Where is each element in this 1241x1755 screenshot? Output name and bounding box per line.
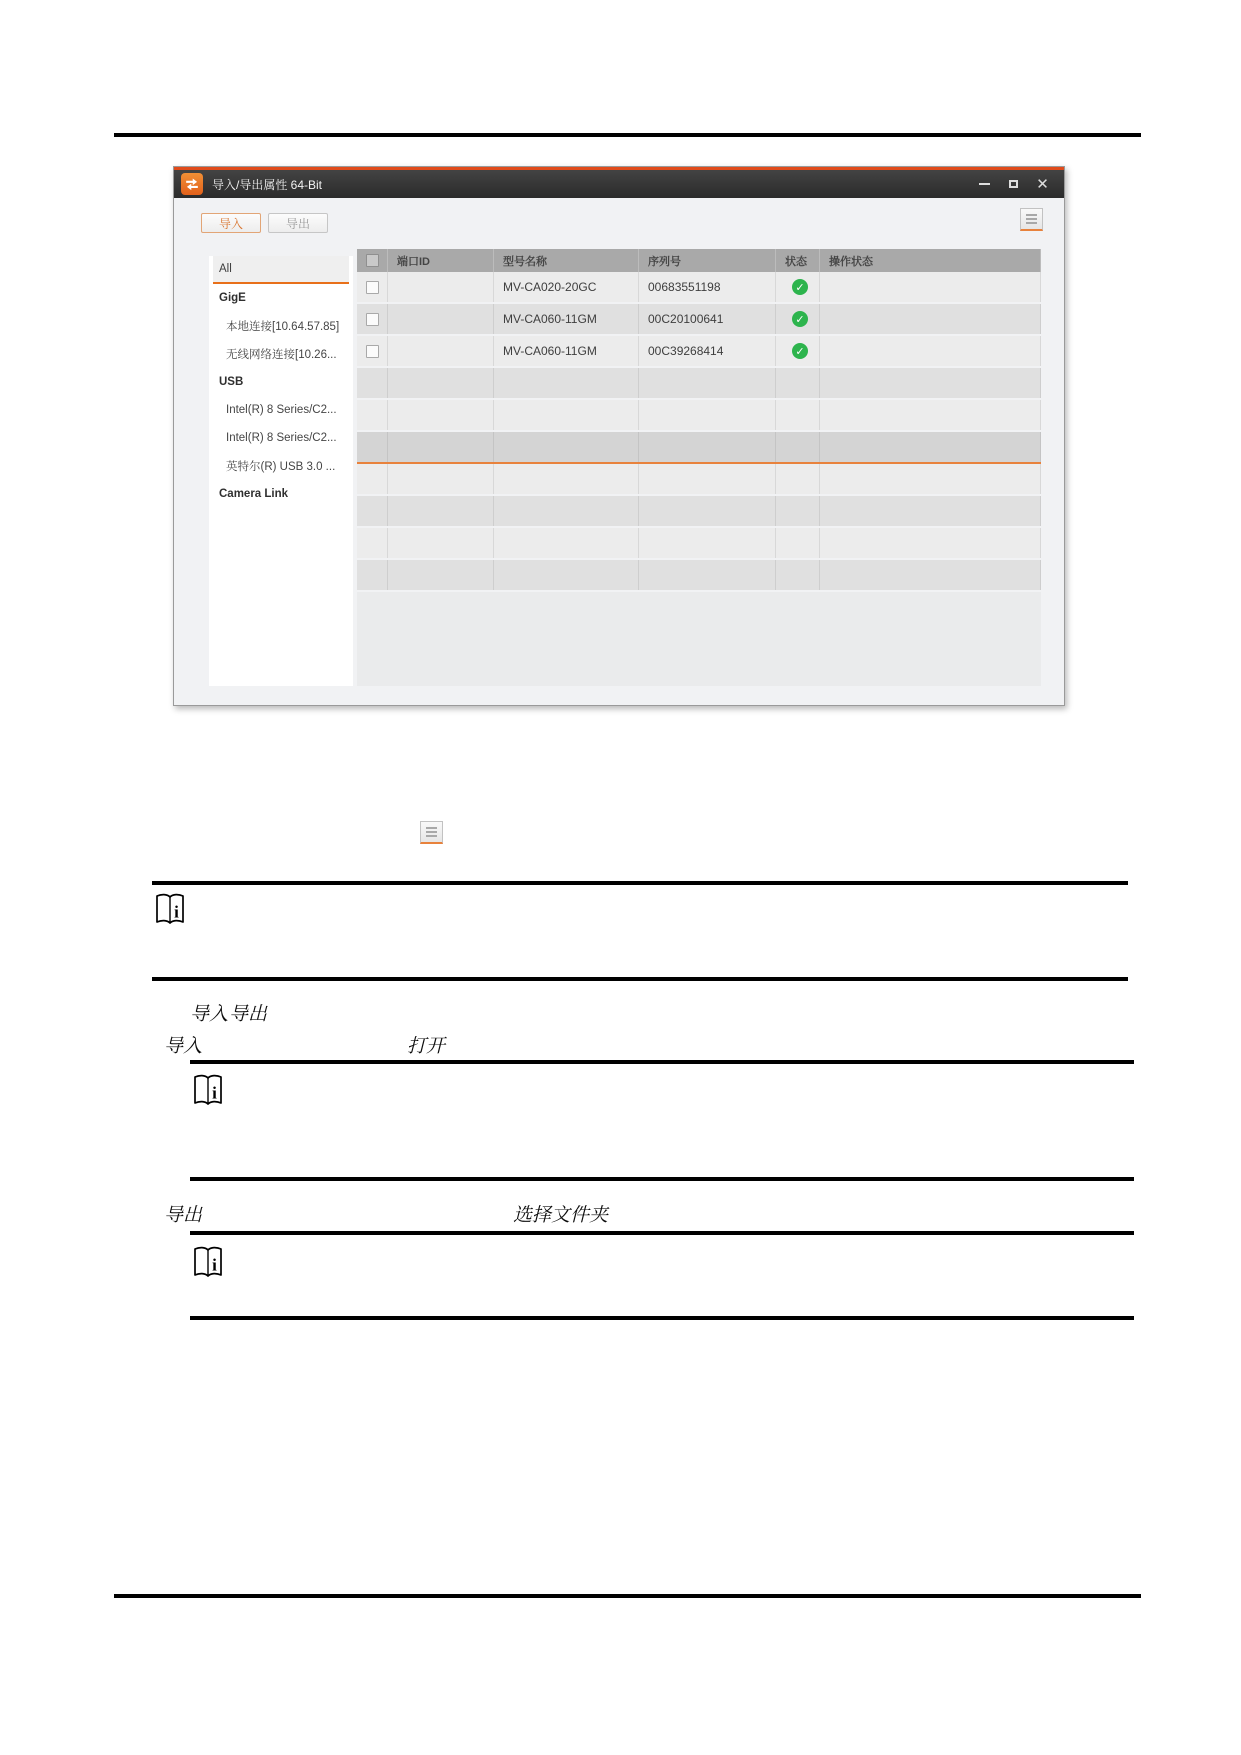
doc-step-import-keyword: 导入 [164, 1036, 203, 1057]
device-row[interactable] [357, 304, 1041, 334]
table-cell [388, 432, 494, 462]
table-cell [357, 272, 388, 302]
table-cell [639, 560, 776, 590]
close-icon[interactable]: ✕ [1036, 175, 1049, 193]
note-rule [190, 1231, 1134, 1235]
open-book-info-icon [189, 1243, 227, 1281]
serial-number-cell: 00683551198 [639, 272, 776, 302]
window-controls [970, 173, 1057, 195]
column-header[interactable]: 型号名称 [494, 249, 639, 272]
note-rule [190, 1316, 1134, 1320]
table-cell [357, 560, 388, 590]
export-button[interactable]: 导出 [268, 213, 328, 233]
import-button[interactable]: 导入 [201, 213, 261, 233]
table-cell [357, 464, 388, 494]
sidebar-item-1[interactable]: All [213, 256, 349, 284]
table-cell [494, 496, 639, 526]
row-checkbox[interactable] [366, 313, 379, 326]
table-cell [820, 496, 1041, 526]
table-cell [494, 368, 639, 398]
table-cell [388, 304, 494, 334]
empty-row[interactable] [357, 528, 1041, 558]
device-table [357, 249, 1041, 592]
import-export-window [173, 166, 1065, 706]
table-cell [388, 272, 494, 302]
table-cell [776, 432, 820, 462]
list-menu-icon[interactable] [1020, 208, 1043, 231]
row-checkbox[interactable] [366, 281, 379, 294]
model-name-cell: MV-CA060-11GM [494, 304, 639, 334]
sidebar-item-6[interactable]: Intel(R) 8 Series/C2... [226, 404, 337, 416]
empty-row[interactable] [357, 560, 1041, 590]
open-book-info-icon [151, 890, 189, 928]
table-cell [639, 400, 776, 430]
table-cell [357, 528, 388, 558]
table-cell [820, 336, 1041, 366]
table-cell [494, 400, 639, 430]
checkbox-icon [366, 254, 379, 267]
table-cell [776, 272, 820, 302]
table-cell [388, 400, 494, 430]
page-bottom-rule [114, 1594, 1141, 1598]
sidebar-item-4[interactable]: 无线网络连接[10.26... [226, 349, 337, 361]
table-cell [639, 496, 776, 526]
table-cell [388, 368, 494, 398]
sidebar-item-7[interactable]: Intel(R) 8 Series/C2... [226, 432, 337, 444]
table-cell [494, 560, 639, 590]
table-cell [388, 528, 494, 558]
note-rule [190, 1177, 1134, 1181]
table-cell [820, 368, 1041, 398]
window-title: 导入/导出属性 64-Bit [212, 177, 323, 192]
table-header-row [357, 249, 1041, 272]
table-cell [776, 304, 820, 334]
column-header[interactable]: 序列号 [639, 249, 776, 272]
table-cell [776, 400, 820, 430]
doc-select-folder-label: 选择文件夹 [513, 1205, 609, 1226]
note-rule [152, 977, 1128, 981]
empty-row[interactable] [357, 432, 1041, 464]
table-cell [388, 560, 494, 590]
table-cell [639, 464, 776, 494]
serial-number-cell: 00C20100641 [639, 304, 776, 334]
check-circle-icon: ✓ [792, 311, 808, 327]
row-checkbox[interactable] [366, 345, 379, 358]
table-cell [357, 400, 388, 430]
table-cell [639, 368, 776, 398]
sidebar-item-5[interactable]: USB [219, 376, 244, 388]
table-cell [820, 528, 1041, 558]
model-name-cell: MV-CA020-20GC [494, 272, 639, 302]
table-cell [820, 560, 1041, 590]
minimize-icon[interactable] [970, 173, 999, 195]
table-cell [820, 432, 1041, 462]
device-row[interactable] [357, 272, 1041, 302]
table-cell [820, 464, 1041, 494]
table-cell [494, 528, 639, 558]
table-cell [388, 336, 494, 366]
table-cell [820, 304, 1041, 334]
table-cell [357, 304, 388, 334]
table-cell [357, 368, 388, 398]
table-cell [820, 400, 1041, 430]
open-book-info-icon [189, 1071, 227, 1109]
table-cell [494, 464, 639, 494]
doc-open-dialog-label: 打开 [407, 1036, 446, 1057]
svg-text:i: i [212, 1083, 217, 1103]
table-cell [639, 432, 776, 462]
table-cell [388, 496, 494, 526]
svg-text:i: i [174, 902, 179, 922]
table-cell [776, 336, 820, 366]
table-cell [357, 432, 388, 462]
empty-row[interactable] [357, 464, 1041, 494]
doc-import-keyword: 导入 [190, 1004, 229, 1025]
titlebar[interactable] [174, 170, 1064, 198]
device-row[interactable] [357, 336, 1041, 366]
list-menu-icon [420, 821, 443, 844]
table-cell [776, 368, 820, 398]
note-rule [190, 1060, 1134, 1064]
empty-row[interactable] [357, 368, 1041, 398]
swap-arrows-icon [181, 173, 203, 195]
table-cell [639, 528, 776, 558]
maximize-icon[interactable] [999, 173, 1028, 195]
note-rule [152, 881, 1128, 885]
column-header[interactable]: 操作状态 [820, 249, 1041, 272]
table-cell [388, 464, 494, 494]
table-cell [357, 336, 388, 366]
sidebar-item-3[interactable]: 本地连接[10.64.57.85] [226, 321, 340, 333]
sidebar [209, 256, 353, 686]
table-cell [820, 272, 1041, 302]
page-top-rule [114, 133, 1141, 137]
table-empty-area [357, 592, 1041, 686]
table-cell [776, 560, 820, 590]
table-cell [776, 528, 820, 558]
serial-number-cell: 00C39268414 [639, 336, 776, 366]
doc-step-export-keyword: 导出 [164, 1205, 203, 1226]
sidebar-item-9[interactable]: Camera Link [219, 488, 289, 500]
check-circle-icon: ✓ [792, 279, 808, 295]
select-all-checkbox[interactable] [357, 249, 388, 272]
table-cell [494, 432, 639, 462]
model-name-cell: MV-CA060-11GM [494, 336, 639, 366]
table-body [357, 272, 1041, 590]
table-cell [357, 496, 388, 526]
doc-export-keyword: 导出 [229, 1004, 268, 1025]
table-cell [776, 496, 820, 526]
check-circle-icon: ✓ [792, 343, 808, 359]
empty-row[interactable] [357, 400, 1041, 430]
sidebar-item-8[interactable]: 英特尔(R) USB 3.0 ... [226, 461, 336, 473]
svg-text:i: i [212, 1255, 217, 1275]
empty-row[interactable] [357, 496, 1041, 526]
column-header[interactable]: 端口ID [388, 249, 494, 272]
sidebar-item-2[interactable]: GigE [219, 292, 246, 304]
column-header[interactable]: 状态 [776, 249, 820, 272]
table-cell [776, 464, 820, 494]
